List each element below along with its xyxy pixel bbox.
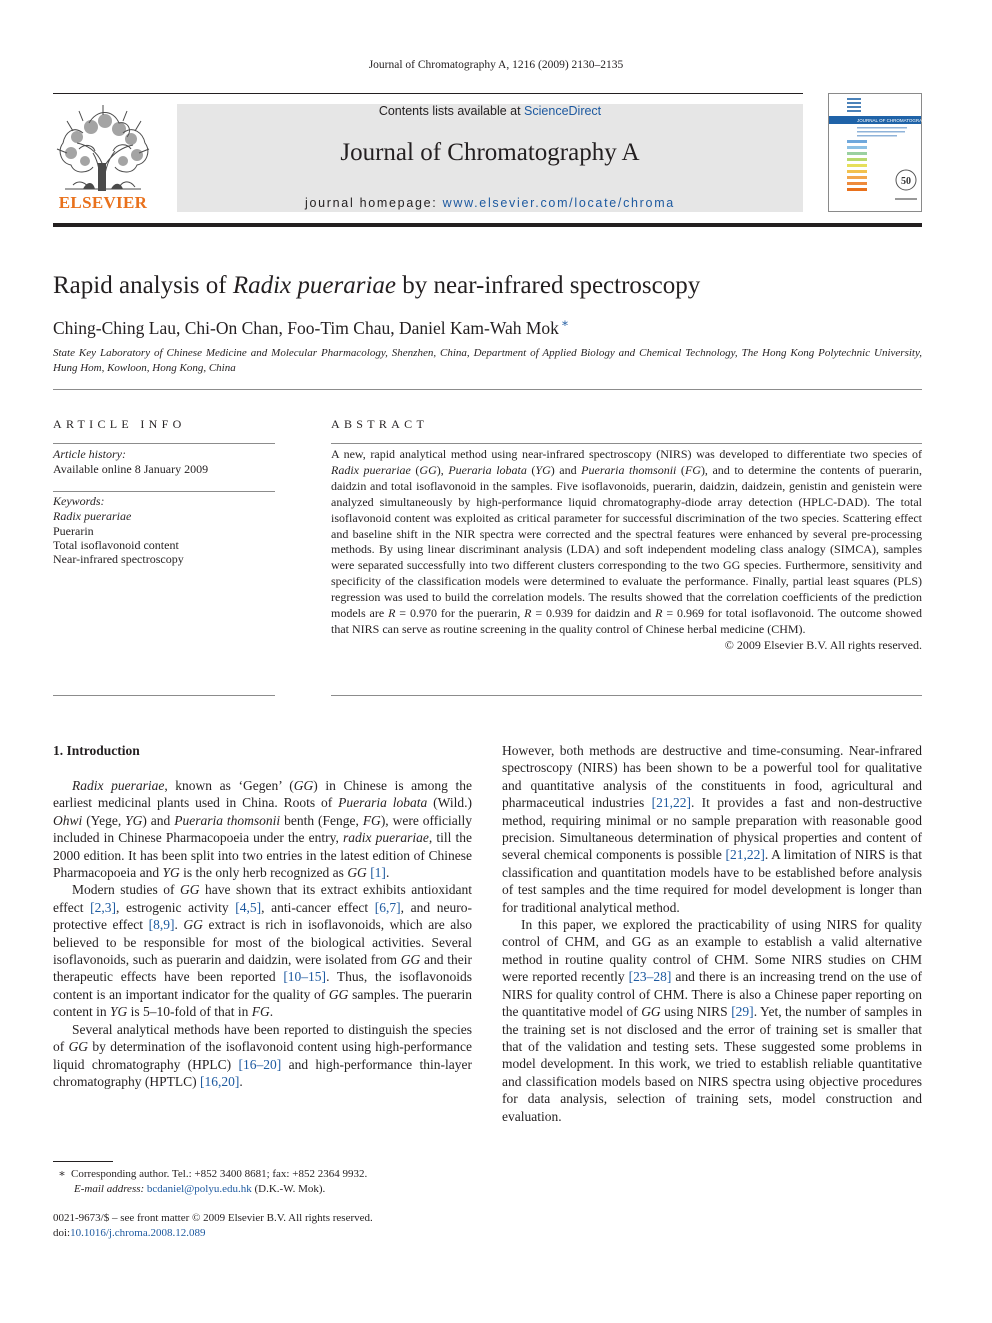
footnote-correspondence <box>53 1167 473 1182</box>
copyright-line: © 2009 Elsevier B.V. All rights reserved. <box>724 637 922 652</box>
abstract-heading: ABSTRACT <box>331 417 429 431</box>
available-online-date: Available online 8 January 2009 <box>53 462 209 476</box>
doi-link[interactable]: 10.1016/j.chroma.2008.12.089 <box>70 1227 206 1239</box>
citation-link[interactable]: [1] <box>370 865 386 881</box>
footnote-mark: ∗ <box>58 1168 66 1180</box>
authors-text: Ching-Ching Lau, Chi-On Chan, Foo-Tim Chau, Daniel Kam-Wah Mok <box>53 317 559 338</box>
corresponding-author-mark[interactable]: ∗ <box>560 316 570 330</box>
article-info-bottom-rule <box>53 695 275 696</box>
citation-link[interactable]: [21,22] <box>651 795 691 811</box>
citation-link[interactable]: [8,9] <box>148 917 175 933</box>
article-info-heading: ARTICLE INFO <box>53 417 186 431</box>
introduction-left-column <box>53 777 472 1090</box>
journal-cover-thumbnail <box>828 93 936 212</box>
email-link[interactable]: bcdaniel@polyu.edu.hk <box>146 1183 252 1195</box>
introduction-heading: 1. Introduction <box>53 743 140 758</box>
contents-line <box>177 104 803 118</box>
citation-link[interactable]: [16,20] <box>199 1073 240 1089</box>
keyword-item: Total isoflavonoid content <box>53 538 179 552</box>
article-history-label: Article history: <box>53 447 126 461</box>
paragraph: In this paper, we explored the practicability of using NIRS for quality control of CHM, and GG as an example to establish a valid alternative method in routine quality control of CHM. Some NIRS studies on CHM were reported recently [23–28] and there is an increasing trend on the use of NIRS for quality control of CHM. There is also a Chinese paper reporting on the quantitative model of GG using NIRS [29]. Yet, the number of samples in the training set is not disclosed and the error of training set is smaller that that of the validation and testing sets. These suggested some problems in model development. In this work, we tried to establish reliable quantitative and classification models based on NIRS spectra using objective procedures for data analysis, selection of training sets, model construction and evaluation. <box>502 917 922 1124</box>
paragraph: Several analytical methods have been reported to distinguish the species of GG by determination of the isoflavonoid content using high-performance liquid chromatography (HPLC) [16–20] and high-performance thin-layer chromatography (HPTLC) [16,20]. <box>53 1021 472 1089</box>
abstract-body: A new, rapid analytical method using near-infrared spectroscopy (NIRS) was developed to differentiate two species of Radix puerariae (GG), Pueraria lobata (YG) and Pueraria thomsonii (FG), and to determine the contents of puerarin, daidzin and total isoflavonoid in the samples. Five isoflavonoids, puerarin, daidzin, daidzein, genistin and genistein were analyzed simultaneously by high-performance liquid chromatography-diode array detection (HPLC-DAD). The total isoflavonoid content was exploited as critical parameter for successful discrimination of the two species. Scattering effect and baseline shift in the NIR spectra were corrected and the spectral features were enhanced by several pre-processing methods. By using linear discriminant analysis (LDA) and soft independent modeling class analogy (SIMCA), samples were separated successfully into two different clusters corresponding to the two GG species. Furthermore, sensitivity and specificity of the classification models were determined to evaluate the performance. Finally, partial least squares (PLS) regression was used to build the correlation models. The results showed that the correlation coefficients of the prediction models are R = 0.970 for the puerarin, R = 0.939 for daidzin and R = 0.969 for total isoflavonoid. The outcome showed that NIRS can serve as routine screening in the quality control of Chinese herbal medicine (CHM). © 2009 Elsevier B.V. All rights reserved. <box>331 447 923 652</box>
citation-link[interactable]: [4,5] <box>235 899 262 915</box>
sciencedirect-link[interactable]: ScienceDirect <box>524 104 602 118</box>
article-info-rule <box>53 443 275 444</box>
footer <box>53 1211 373 1241</box>
citation-link[interactable]: [21,22] <box>725 847 765 863</box>
cover-anniversary: 50 <box>901 176 911 187</box>
footnote-email-line <box>53 1182 473 1197</box>
doi-label: doi: <box>53 1227 71 1239</box>
citation-link[interactable]: [16–20] <box>238 1056 282 1072</box>
email-label: E-mail address: <box>74 1183 147 1195</box>
citation-link[interactable]: [23–28] <box>628 969 672 985</box>
paragraph: Modern studies of GG have shown that its extract exhibits antioxidant effect [2,3], estrogenic activity [4,5], anti-cancer effect [6,7], and neuro-protective effect [8,9]. GG extract is rich in isoflavonoids, which are also believed to be responsible for most of the biological activities. Several isoflavonoids, such as puerarin and daidzin, were isolated from GG and their therapeutic effects have been reported [10–15]. Thus, the isoflavonoids content is an important indicator for the quality of GG samples. The puerarin content in YG is 5–10-fold of that in FG. <box>53 882 473 1020</box>
running-head: Journal of Chromatography A, 1216 (2009) 2130–2135 <box>368 59 624 71</box>
keywords-label: Keywords: <box>53 494 105 508</box>
title-post: by near-infrared spectroscopy <box>396 272 701 299</box>
citation-link[interactable]: [2,3] <box>90 899 116 915</box>
journal-homepage-link[interactable]: www.elsevier.com/locate/chroma <box>442 196 675 210</box>
abstract-rule <box>331 443 922 444</box>
footnote <box>53 1167 473 1197</box>
affiliation: State Key Laboratory of Chinese Medicine and Molecular Pharmacology, Shenzhen, China, Department of Applied Biology and Chemical Technology, The Hong Kong Polytechnic University, Hung Hom, Kowloon, Hong Kong, China <box>53 347 922 374</box>
header-top-rule <box>53 93 803 94</box>
title-separator-rule <box>53 389 922 390</box>
keyword-item: Puerarin <box>53 524 94 538</box>
article-title <box>53 272 700 300</box>
issn-line: 0021-9673/$ – see front matter © 2009 Elsevier B.V. All rights reserved. <box>53 1212 373 1224</box>
footnote-correspondence-text: Corresponding author. Tel.: +852 3400 8681; fax: +852 2364 9932. <box>71 1168 368 1180</box>
introduction-right-column <box>502 742 922 1125</box>
journal-homepage-line <box>177 196 803 210</box>
keyword-item: Near-infrared spectroscopy <box>53 552 184 566</box>
elsevier-wordmark: ELSEVIER <box>58 193 148 212</box>
citation-link[interactable]: [6,7] <box>374 899 401 915</box>
abstract-bottom-rule <box>331 695 922 696</box>
paragraph: Radix puerariae, known as ‘Gegen’ (GG) in Chinese is among the earliest medicinal plants used in China. Roots of Pueraria lobata (Wild.) Ohwi (Yege, YG) and Pueraria thomsonii benth (Fenge, FG), were officially included in Chinese Pharmacopoeia under the entry, radix puerariae, till the 2000 edition. It has been split into two entries in the latest edition of Chinese Pharmacopoeia and YG is the only herb recognized as GG [1]. <box>53 778 473 881</box>
title-italic: Radix puerariae <box>232 272 397 299</box>
paragraph: However, both methods are destructive and time-consuming. Near-infrared spectroscopy (NIRS) has been shown to be a powerful tool for qualitative and quantitative analysis of the constituents in food, agricultural and pharmaceutical industries [21,22]. It provides a fast and non-destructive method, requiring minimal or no sample preparation with reasonable good precision. Simultaneous determination of physical properties and content of several chemical components is possible [21,22]. A limitation of NIRS is that classification and quantitation models have to be established before analysis of test samples and the time required for model development is longer than for traditional analytical method. <box>502 743 923 915</box>
email-suffix: (D.K.-W. Mok). <box>251 1183 326 1195</box>
keywords-rule <box>53 491 275 492</box>
title-pre: Rapid analysis of <box>53 272 233 299</box>
journal-cover-icon <box>829 94 936 211</box>
cover-heading: JOURNAL OF CHROMATOGRAPHY A <box>857 118 936 123</box>
keyword-item: Radix puerariae <box>53 509 132 523</box>
journal-title: Journal of Chromatography A <box>340 139 640 166</box>
citation-link[interactable]: [29] <box>731 1004 754 1020</box>
homepage-prefix: journal homepage: <box>305 196 443 210</box>
citation-link[interactable]: [10–15] <box>283 969 327 985</box>
author-list <box>53 316 569 339</box>
footnote-rule <box>53 1161 113 1162</box>
doi-line <box>53 1226 373 1241</box>
contents-prefix: Contents lists available at <box>378 104 525 118</box>
header-bottom-rule <box>53 223 922 227</box>
